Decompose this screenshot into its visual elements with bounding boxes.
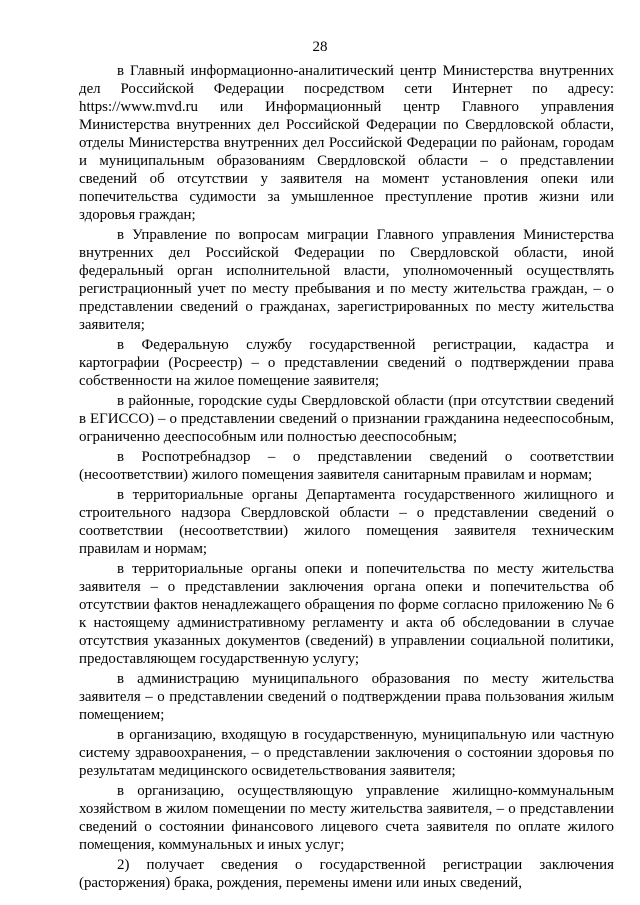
paragraph-municipal-administration: в администрацию муниципального образования по месту жительства заявителя – о представлении сведений о подтверждении права пользования жилым помещением; bbox=[79, 671, 614, 723]
paragraph-rospotrebnadzor: в Роспотребнадзор – о представлении сведений о соответствии (несоответствии) жилого помещения заявителя санитарным правилам и нормам; bbox=[79, 449, 614, 483]
paragraph-healthcare-organization: в организацию, входящую в государственную, муниципальную или частную систему здравоохранения, – о представлении заключения о состоянии здоровья по результатам медицинского освидетельствования заявителя; bbox=[79, 727, 614, 779]
paragraph-civil-registration: 2) получает сведения о государственной регистрации заключения (расторжения) брака, рождения, перемены имени или иных сведений, bbox=[79, 857, 614, 891]
paragraph-housing-supervision: в территориальные органы Департамента государственного жилищного и строительного надзора Свердловской области – о представлении сведений о соответствии (несоответствии) жилого помещения заявителя техническим правилам и нормам; bbox=[79, 487, 614, 557]
paragraph-guardianship-bodies: в территориальные органы опеки и попечительства по месту жительства заявителя – о представлении заключения органа опеки и попечительства об отсутствии фактов ненадлежащего обращения по форме согласно приложению № 6 к настоящему административному регламенту и акта об обследовании в случае отсутствия указанных документов (сведений) в управлении социальной политики, предоставляющем государственную услугу; bbox=[79, 561, 614, 667]
paragraph-housing-utility-organization: в организацию, осуществляющую управление жилищно-коммунальным хозяйством в жилом помещении по месту жительства заявителя, – о представлении сведений о состоянии финансового лицевого счета заявителя по оплате жилого помещения, коммунальных и иных услуг; bbox=[79, 783, 614, 853]
page-number: 28 bbox=[312, 39, 328, 55]
paragraph-mvd-info-center: в Главный информационно-аналитический центр Министерства внутренних дел Российской Федерации посредством сети Интернет по адресу: https://www.mvd.ru или Информационный центр Главного управления Министерства внутренних дел Российской Федерации по Свердловской области, отделы Министерства внутренних дел Российской Федерации по районам, городам и муниципальным образованиям Свердловской области – о представлении сведений об отсутствии у заявителя на момент установления опеки или попечительства судимости за умышленное преступление против жизни или здоровья граждан; bbox=[79, 63, 614, 223]
paragraph-district-courts: в районные, городские суды Свердловской области (при отсутствии сведений в ЕГИССО) – о представлении сведений о признании гражданина недееспособным, ограниченно дееспособным или полностью дееспособным; bbox=[79, 393, 614, 445]
paragraph-migration-department: в Управление по вопросам миграции Главного управления Министерства внутренних дел Российской Федерации по Свердловской области, иной федеральный орган исполнительной власти, уполномоченный осуществлять регистрационный учет по месту пребывания и по месту жительства граждан, – о представлении сведений о гражданах, зарегистрированных по месту жительства заявителя; bbox=[79, 227, 614, 333]
document-body bbox=[79, 62, 614, 894]
paragraph-rosreestr: в Федеральную службу государственной регистрации, кадастра и картографии (Росреестр) – о представлении сведений о подтверждении права собственности на жилое помещение заявителя; bbox=[79, 337, 614, 389]
